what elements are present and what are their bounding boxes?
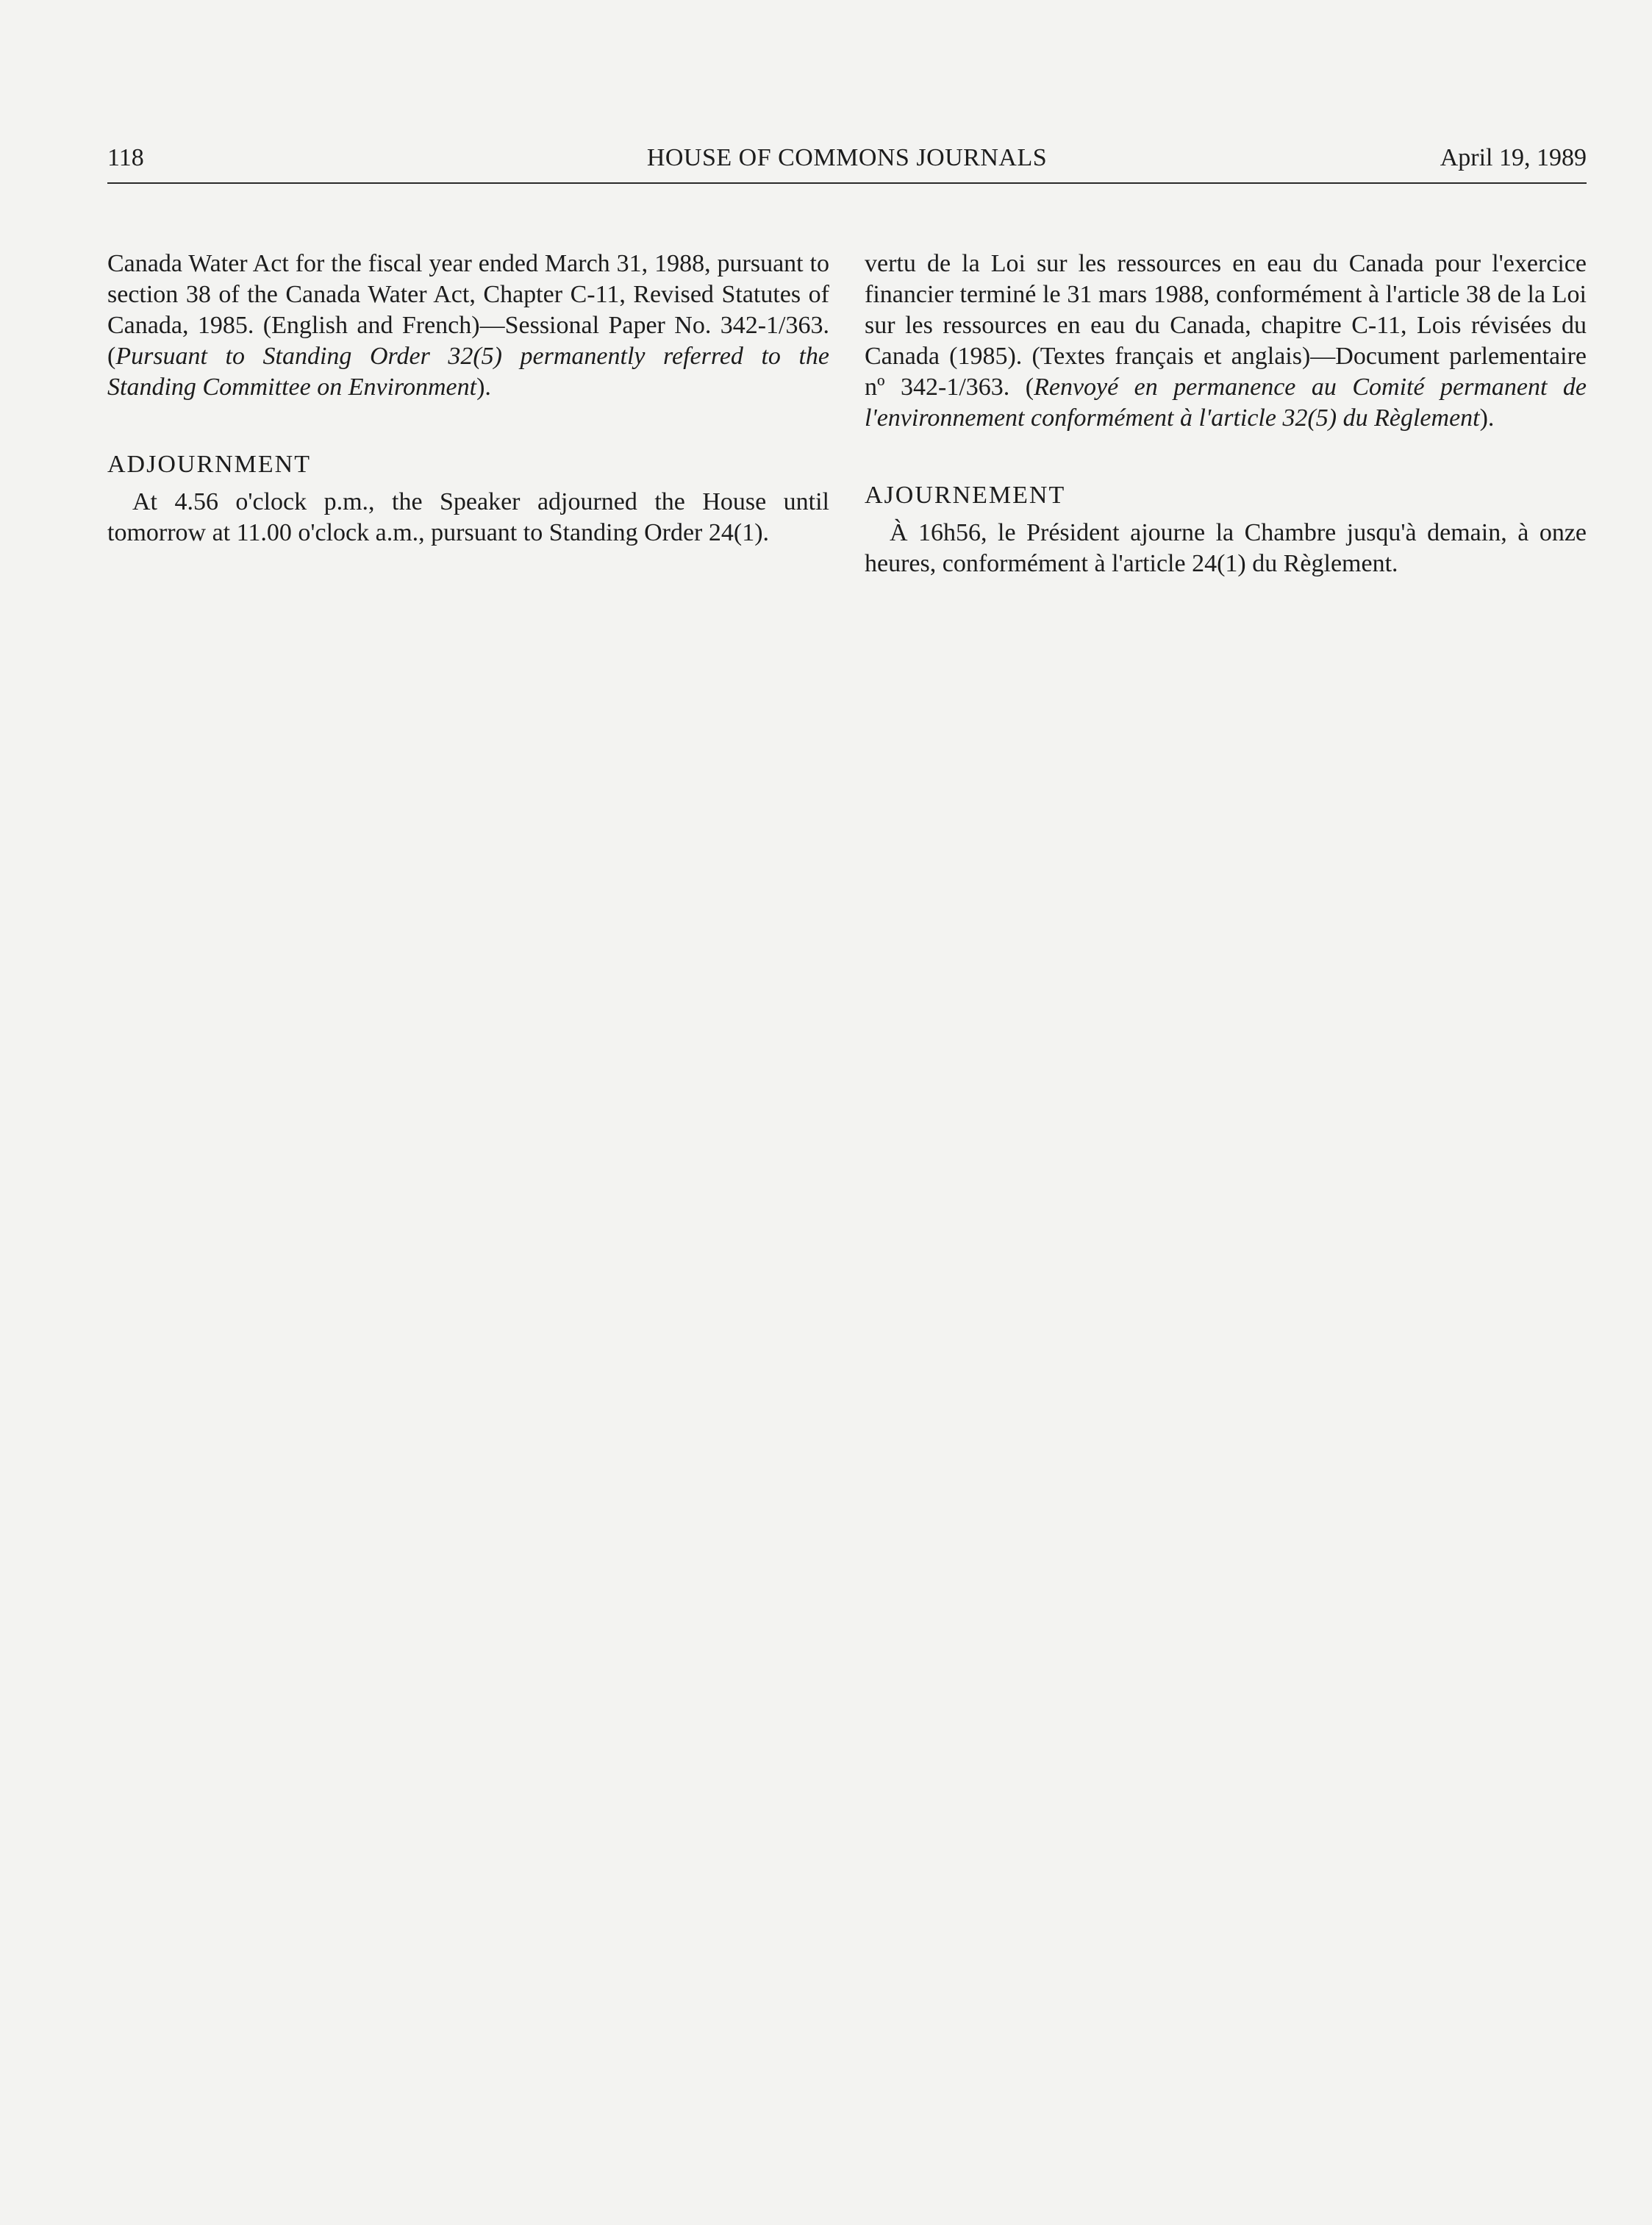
paper-text-en: Canada Water Act for the fiscal year ended March 31, 1988, pursuant to section 38 of the Canada Water Act, Chapter C-11, Revised Statutes of Canada, 1985. (English and French)—Sessional Paper No. 342-1/363. (	[107, 250, 829, 370]
paper-close-en: ).	[476, 374, 491, 401]
journal-date: April 19, 1989	[1440, 144, 1587, 171]
page-header	[107, 144, 1587, 184]
sessional-paper-text-en	[107, 249, 829, 403]
journal-title: HOUSE OF COMMONS JOURNALS	[646, 144, 1048, 171]
page-number: 118	[107, 144, 144, 171]
adjournment-heading-fr: AJOURNEMENT	[865, 482, 1066, 509]
sessional-paper-text-fr	[865, 249, 1587, 434]
french-column	[865, 249, 1587, 579]
paper-close-fr: ).	[1479, 404, 1495, 432]
paper-text-fr: vertu de la Loi sur les ressources en eau du Canada pour l'exercice financier terminé le 31 mars 1988, conformément à l'article 38 de la Loi sur les ressources en eau du Canada, chapitre C-11, Lois révisées du Canada (1985). (Textes français et anglais)—Document parlementaire nº 342-1/363. (	[865, 250, 1587, 401]
english-column	[107, 249, 829, 549]
adjournment-heading-en: ADJOURNMENT	[107, 451, 311, 478]
paper-referral-en: Pursuant to Standing Order 32(5) permanently referred to the Standing Committee on Environment	[107, 343, 829, 401]
adjournment-text-fr: À 16h56, le Président ajourne la Chambre jusqu'à demain, à onze heures, conformément à l'article 24(1) du Règlement.	[865, 519, 1587, 577]
paper-referral-fr: Renvoyé en permanence au Comité permanent de l'environnement conformément à l'article 32(5) du Règlement	[865, 374, 1587, 432]
adjournment-text-en: At 4.56 o'clock p.m., the Speaker adjourned the House until tomorrow at 11.00 o'clock a.m., pursuant to Standing Order 24(1).	[107, 488, 829, 546]
